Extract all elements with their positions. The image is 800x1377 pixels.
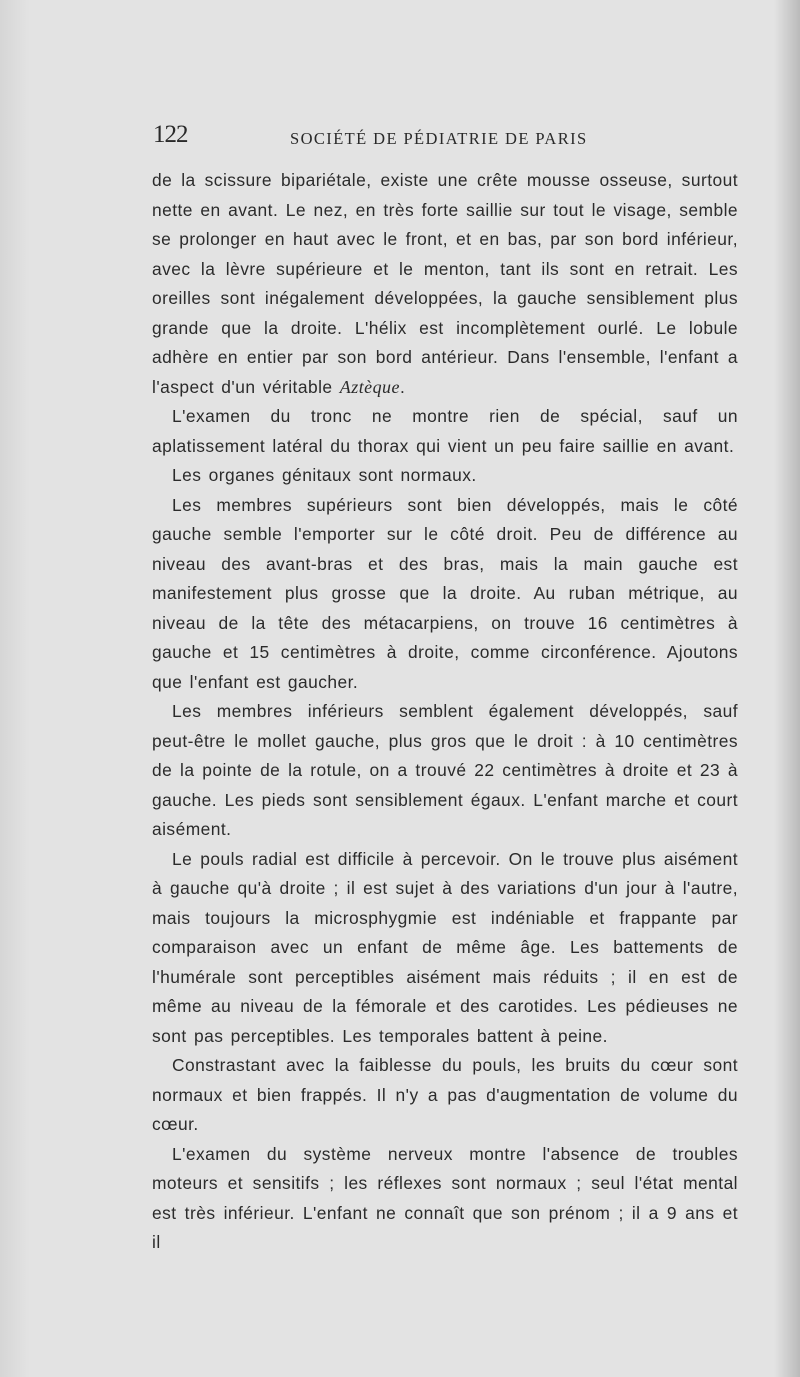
paragraph-3: Les organes génitaux sont normaux. [172,465,477,485]
paragraph-4: Les membres supérieurs sont bien développés, mais le côté gauche semble l'emporter sur le côté droit. Peu de différence au niveau des avant-bras et des bras, mais la main gauche est manifestement plus grosse que la droite. Au ruban métrique, au niveau de la tête des métacarpiens, on trouve 16 centimètres à gauche et 15 centimètres à droite, comme circonférence. Ajoutons que l'enfant est gaucher. [152,494,738,692]
paragraph-2: L'examen du tronc ne montre rien de spécial, sauf un aplatissement latéral du thorax qui vient un peu faire saillie en avant. [152,406,738,456]
paragraph-1-text: de la scissure bipariétale, existe une crête mousse osseuse, surtout nette en avant. Le nez, en très forte saillie sur tout le visage, semble se prolonger en haut avec le front, et en bas, par son bord inférieur, avec la lèvre supérieure et le menton, tant ils sont en retrait. Les oreilles sont inégalement développées, la gauche sensiblement plus grande que la droite. L'hélix est incomplètement ourlé. Le lobule adhère en entier par son bord antérieur. Dans l'ensemble, l'enfant a l'aspect d'un véritable [152,170,738,397]
paragraph-5: Les membres inférieurs semblent également développés, sauf peut-être le mollet gauche, plus gros que le droit : à 10 centimètres de la pointe de la rotule, on a trouvé 22 centimètres à droite et 23 à gauche. Les pieds sont sensiblement égaux. L'enfant marche et court aisément. [152,701,738,839]
paragraph-6: Le pouls radial est difficile à percevoir. On le trouve plus aisément à gauche qu'à droite ; il est sujet à des variations d'un jour à l'autre, mais toujours la microsphygmie est indéniable et frappante par comparaison avec un enfant de même âge. Les battements de l'humérale sont perceptibles aisément mais réduits ; il en est de même au niveau de la fémorale et des carotides. Les pédieuses ne sont pas perceptibles. Les temporales battent à peine. [152,848,738,1046]
page-header [150,121,750,151]
emphasis-azteque: Aztèque [339,376,400,397]
running-title: SOCIÉTÉ DE PÉDIATRIE DE PARIS [290,129,588,148]
paragraph-8: L'examen du système nerveux montre l'absence de troubles moteurs et sensitifs ; les réflexes sont normaux ; seul l'état mental est très inférieur. L'enfant ne connaît que son prénom ; il a 9 ans et il [152,1143,738,1252]
paragraph-7: Constrastant avec la faiblesse du pouls, les bruits du cœur sont normaux et bien frappés. Il n'y a pas d'augmentation de volume du cœur. [152,1055,738,1134]
page-number: 122 [153,121,188,148]
paragraph-1 [152,166,738,402]
paragraph-1-tail: . [399,376,406,397]
body-text [152,166,738,1258]
